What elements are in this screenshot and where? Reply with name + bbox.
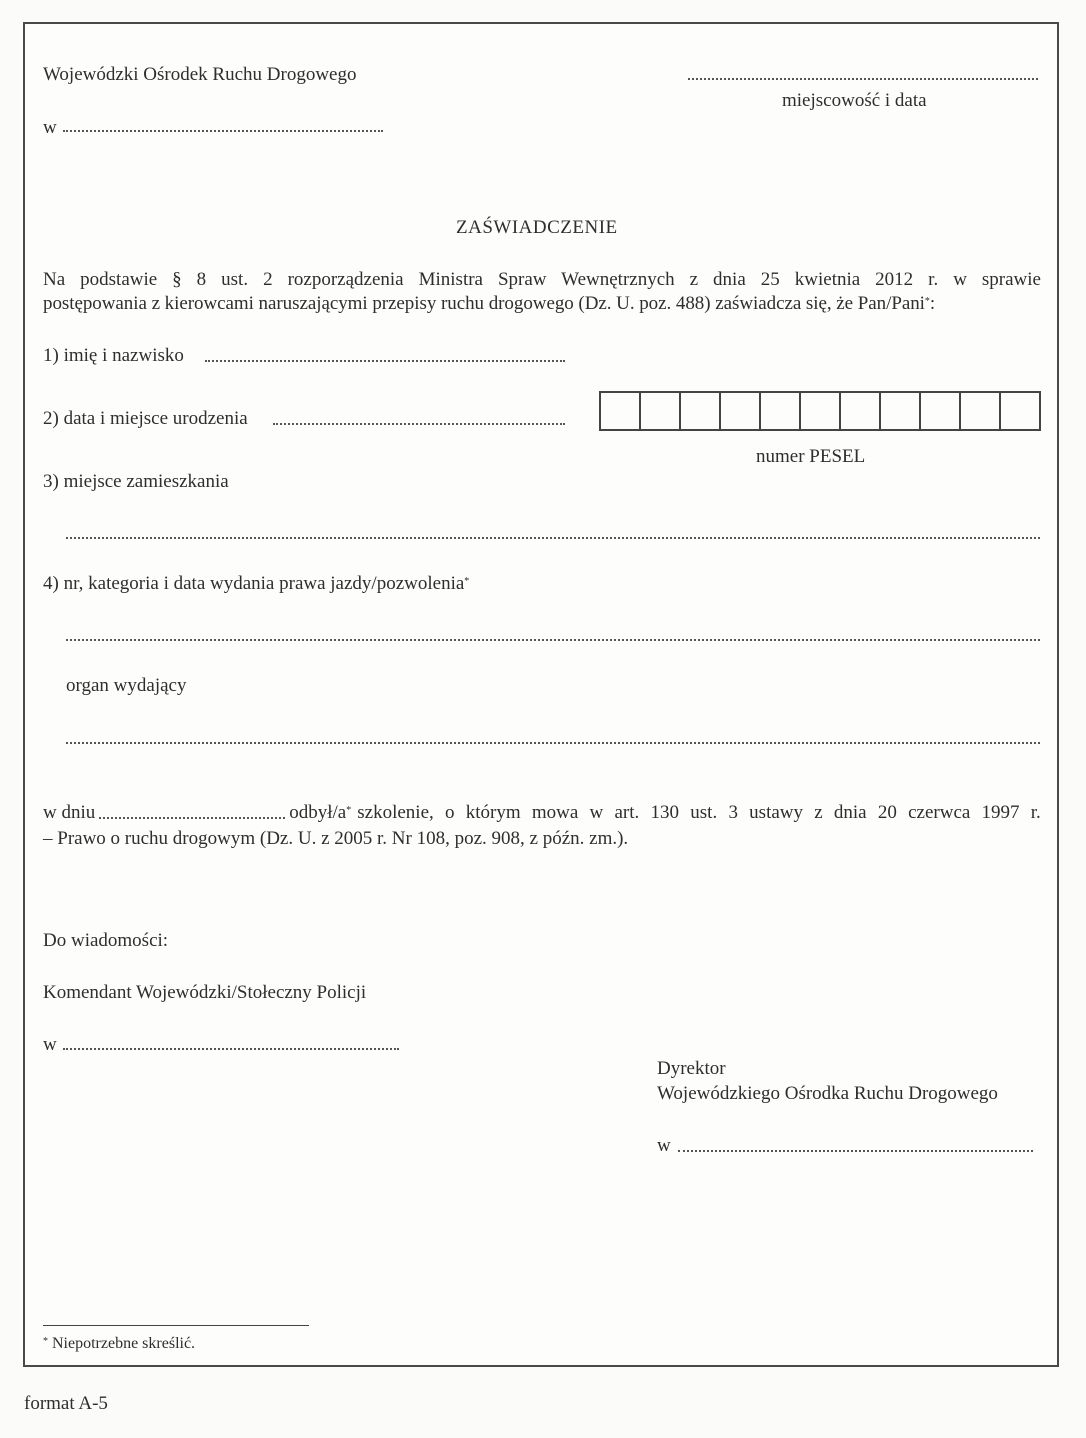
- pesel-digit-box[interactable]: [641, 393, 681, 429]
- statement-word: ust.: [690, 802, 718, 823]
- footnote-mark: *: [43, 1336, 48, 1347]
- issuer-label: organ wydający: [66, 675, 187, 696]
- place-date-field[interactable]: [688, 78, 1038, 80]
- institution-name: Wojewódzki Ośrodek Ruchu Drogowego: [43, 64, 357, 85]
- pesel-label: numer PESEL: [756, 446, 866, 467]
- footnote: [43, 1333, 195, 1355]
- statement-word: o: [445, 802, 455, 823]
- signature-location-field[interactable]: [678, 1150, 1033, 1152]
- intro-line-2: [43, 292, 1041, 316]
- place-date-label: miejscowość i data: [782, 90, 927, 111]
- statement-word: 1997: [981, 802, 1020, 823]
- institution-location-field[interactable]: [63, 130, 383, 132]
- signature-location-prefix: w: [657, 1135, 671, 1156]
- statement-verb: odbył/a: [289, 802, 347, 823]
- pesel-boxes[interactable]: [599, 391, 1041, 431]
- statement-line-1: [43, 802, 1041, 824]
- statement-word: którym: [465, 802, 521, 823]
- format-label: format A-5: [24, 1393, 108, 1414]
- address-field[interactable]: [66, 537, 1040, 539]
- intro-line-2-text: postępowania z kierowcami naruszającymi przepisy ruchu drogowego (Dz. U. poz. 488) zaświadcza się, że Pan/Pani: [43, 293, 925, 314]
- statement-word: dnia: [833, 802, 867, 823]
- issuer-field[interactable]: [66, 742, 1040, 744]
- intro-paragraph: [43, 268, 1041, 316]
- intro-end: :: [929, 293, 936, 314]
- pesel-digit-box[interactable]: [801, 393, 841, 429]
- pesel-digit-box[interactable]: [961, 393, 1001, 429]
- footnote-mark: *: [924, 296, 930, 307]
- pesel-digit-box[interactable]: [1001, 393, 1039, 429]
- license-label-wrap: [43, 573, 469, 595]
- statement-prefix: w dniu: [43, 802, 96, 823]
- notice-location-field[interactable]: [63, 1048, 399, 1050]
- document-title: ZAŚWIADCZENIE: [456, 217, 618, 238]
- birth-label: 2) data i miejsce urodzenia: [43, 408, 248, 429]
- statement-line-2: – Prawo o ruchu drogowym (Dz. U. z 2005 r. Nr 108, poz. 908, z późn. zm.).: [43, 828, 629, 849]
- license-label: 4) nr, kategoria i data wydania prawa jazdy/pozwolenia: [43, 573, 465, 594]
- signature-institution: Wojewódzkiego Ośrodka Ruchu Drogowego: [657, 1083, 998, 1104]
- statement-word: 3: [728, 802, 738, 823]
- address-label: 3) miejsce zamieszkania: [43, 471, 229, 492]
- footnote-mark: *: [346, 805, 352, 816]
- pesel-digit-box[interactable]: [921, 393, 961, 429]
- institution-location-prefix: w: [43, 117, 57, 138]
- footnote-mark: *: [464, 576, 470, 587]
- notice-recipient: Komendant Wojewódzki/Stołeczny Policji: [43, 982, 367, 1003]
- pesel-digit-box[interactable]: [721, 393, 761, 429]
- notice-heading: Do wiadomości:: [43, 930, 169, 951]
- notice-location-prefix: w: [43, 1034, 57, 1055]
- statement-word: art.: [614, 802, 640, 823]
- statement-word: z: [814, 802, 823, 823]
- statement-verb-wrap: [289, 802, 351, 824]
- pesel-digit-box[interactable]: [681, 393, 721, 429]
- birth-field[interactable]: [273, 423, 565, 425]
- statement-word: 130: [650, 802, 680, 823]
- statement-word: mowa: [531, 802, 579, 823]
- footnote-divider: [43, 1325, 309, 1326]
- name-label: 1) imię i nazwisko: [43, 345, 184, 366]
- statement-word: w: [589, 802, 604, 823]
- signature-title: Dyrektor: [657, 1058, 726, 1079]
- statement-word: 20: [877, 802, 897, 823]
- statement-word: szkolenie,: [357, 802, 434, 823]
- name-field[interactable]: [205, 360, 565, 362]
- statement-rest: [357, 802, 1041, 824]
- footnote-text: Niepotrzebne skreślić.: [52, 1335, 196, 1352]
- pesel-digit-box[interactable]: [881, 393, 921, 429]
- statement-word: r.: [1030, 802, 1041, 823]
- pesel-digit-box[interactable]: [841, 393, 881, 429]
- pesel-digit-box[interactable]: [761, 393, 801, 429]
- license-field[interactable]: [66, 639, 1040, 641]
- intro-line-1: Na podstawie § 8 ust. 2 rozporządzenia Ministra Spraw Wewnętrznych z dnia 25 kwietnia 2012 r. w sprawie: [43, 269, 1041, 290]
- pesel-digit-box[interactable]: [601, 393, 641, 429]
- statement-word: czerwca: [908, 802, 971, 823]
- statement-word: ustawy: [749, 802, 803, 823]
- training-date-field[interactable]: [99, 802, 285, 819]
